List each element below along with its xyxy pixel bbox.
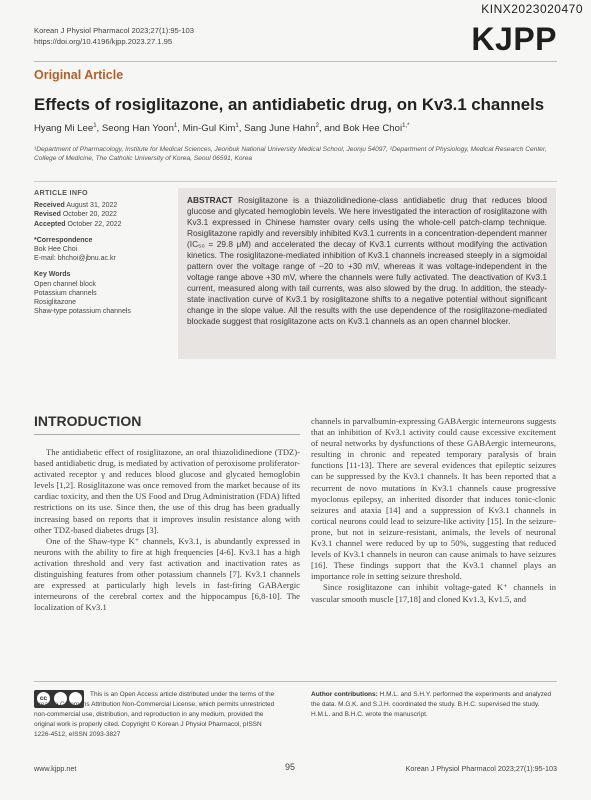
author-name: Hyang Mi Lee$^1$ <box>34 123 97 135</box>
author-contributions: Author contributions: H.M.L. and S.H.Y. performed the experiments and analyzed the data. M.G.K. and S.J.H. coordinated the study. B.H.C. supervised the study. H.M.L. and B.H.C. wrote the manuscript. <box>311 691 552 718</box>
keyword-list <box>34 280 172 317</box>
footer-citation: Korean J Physiol Pharmacol 2023;27(1):95-103 <box>405 764 557 773</box>
accepted-date: Accepted October 22, 2022 <box>34 220 122 228</box>
author-name: Sang June Hahn$^2$ <box>244 123 319 135</box>
divider <box>34 681 557 682</box>
cc-license-icon: cc <box>34 690 84 708</box>
citation-doi: https://doi.org/10.4196/kjpp.2023.27.1.95 <box>34 37 173 46</box>
author-list: Hyang Mi Lee$^1$, Seong Han Yoon$^1$, Min-Gul Kim$^1$, Sang June Hahn$^2$, and Bok Hee Choi$^{1,*}$ <box>34 123 410 135</box>
intro-column-right <box>311 416 556 605</box>
abstract-box <box>178 188 556 359</box>
paragraph: Since rosiglitazone can inhibit voltage-gated K⁺ channels in vascular smooth muscle [17,18] and cloned Kv1.3, Kv1.5, and <box>311 582 556 604</box>
page-number: 95 <box>285 762 296 772</box>
received-date: Received August 31, 2022 <box>34 202 118 210</box>
author-name: Seong Han Yoon$^1$ <box>101 123 178 135</box>
keyword: Open channel block <box>34 280 96 288</box>
abstract-text: Rosiglitazone is a thiazolidinedione-class antidiabetic drug that reduces blood glucose and glycated hemoglobin levels. We here investigated the interaction of rosiglitazone with Kv3.1 expressed in Chinese hamster ovary cells using the whole-cell patch-clamp technique. Rosiglitazone rapidly and reversibly inhibited Kv3.1 currents in a concentration-dependent manner (IC₅₀ = 29.8 μM) and accelerated the decay of Kv3.1 currents without modifying the activation kinetics. The rosiglitazone-mediated inhibition of Kv3.1 channels increased steeply in a sigmoidal pattern over the voltage range of −20 to +30 mV, whereas it was voltage-independent in the voltage range above +30 mV, where the channels were fully activated. The deactivation of Kv3.1 current, measured along with tail currents, was also slowed by the drug. In addition, the steady-state inactivation curve of Kv3.1 by rosiglitazone shifts to a negative potential without significant change in the slope value. All the results with the use dependence of the rosiglitazone-mediated blockade suggest that rosiglitazone acts on Kv3.1 channels as an open channel blocker. <box>187 195 547 326</box>
article-info-heading: ARTICLE INFO <box>34 188 88 197</box>
affiliations: ¹Department of Pharmacology, Institute for Medical Sciences, Jeonbuk National University Medical School, Jeonju 54097, ²Department of Physiology, Medical Research Center, College of Medicine, The Catholic University of Korea, Seoul 06591, Korea <box>34 146 547 163</box>
author-name: Bok Hee Choi$^{1,*}$ <box>342 123 410 135</box>
document-id: KINX2023020470 <box>481 2 583 16</box>
divider <box>34 434 300 435</box>
keyword: Shaw-type potassium channels <box>34 308 131 316</box>
keywords-label: Key Words <box>34 271 71 279</box>
correspondence-name: Bok Hee Choi <box>34 246 78 254</box>
keyword: Rosiglitazone <box>34 299 77 307</box>
revised-date: Revised October 20, 2022 <box>34 211 117 219</box>
paper-title: Effects of rosiglitazone, an antidiabetic drug, on Kv3.1 channels <box>34 95 545 114</box>
paragraph: The antidiabetic effect of rosiglitazone, an oral thiazolidinedione (TDZ)-based antidiabetic drug, is mediated by activation of peroxisome proliferator-activated receptor γ and reduces blood glucose and glycated hemoglobin levels [1,2]. Rosiglitazone was once removed from the market because of its cardiac toxicity, and then the US Food and Drug Administration (FDA) lifted restrictions on its use. Since then, the use of this drug has been gradually increasing based on reports that it improves insulin resistance along with other TDZ-based diabetes drugs [3]. <box>34 447 300 535</box>
correspondence-label: *Correspondence <box>34 236 93 244</box>
divider <box>34 61 557 62</box>
author-name: Min-Gul Kim$^1$ <box>182 123 239 135</box>
section-heading: INTRODUCTION <box>34 413 142 429</box>
intro-column-left <box>34 447 300 613</box>
article-info <box>34 188 172 316</box>
keyword: Potassium channels <box>34 289 97 297</box>
license-text: This is an Open Access article distributed under the terms of the Creative Commons Attribution Non-Commercial License, which permits unrestricted non-commercial use, distribution, and reproduction in any medium, provided the original work is properly cited. Copyright © Korean J Physiol Pharmacol, pISSN 1226-4512, eISSN 2093-3827 <box>34 691 275 738</box>
footer-website[interactable]: www.kjpp.net <box>34 764 77 773</box>
correspondence-email: E-mail: bhchoi@jbnu.ac.kr <box>34 255 116 263</box>
citation-block <box>34 25 194 47</box>
article-type: Original Article <box>34 68 124 82</box>
divider <box>34 181 557 182</box>
paragraph: One of the Shaw-type K⁺ channels, Kv3.1, is abundantly expressed in neurons with the ability to fire at high frequencies [4-6]. Kv3.1 has a high activation threshold and very fast activation and inactivation rates as distinguishing features from other potassium channels [7]. Kv3.1 channels are expressed at particularly high levels in fast-firing GABAergic interneurons of the cerebral cortex and the hippocampus [6,8-10]. The localization of Kv3.1 <box>34 535 300 613</box>
abstract-label: ABSTRACT <box>187 195 233 205</box>
paragraph: channels in parvalbumin-expressing GABAergic interneurons suggests that an inhibition of Kv3.1 activity could cause excessive excitement of neural networks by dysfunctions of these GABAergic interneurons, resulting in chronic and repeated temporary paralysis of brain functions [11-13]. There are several evidences that epileptic seizures can be suppressed by the Kv3.1 channels. It has been reported that a recurrent de novo mutations in Kv3.1 channels cause progressive myoclonus epilepsy, an inherited disorder that induces tonic-clonic seizures and ataxia [14] and a suppression of Kv3.1 channels in cortical neurons could lead to seizure-like activity [15]. In the seizure-prone, but not in seizure-resistant, animals, the levels of neuronal Kv3.1 channel were reduced by up to 50%, suggesting that reduced levels of Kv3.1 channels in neuron can cause animals to have seizures [16]. These findings support that the Kv3.1 channel plays an importance role in setting seizure threshold. <box>311 416 556 582</box>
citation-journal: Korean J Physiol Pharmacol 2023;27(1):95-103 <box>34 26 194 35</box>
journal-logo: KJPP <box>471 21 557 57</box>
email-link[interactable]: bhchoi@jbnu.ac.kr <box>57 255 116 263</box>
